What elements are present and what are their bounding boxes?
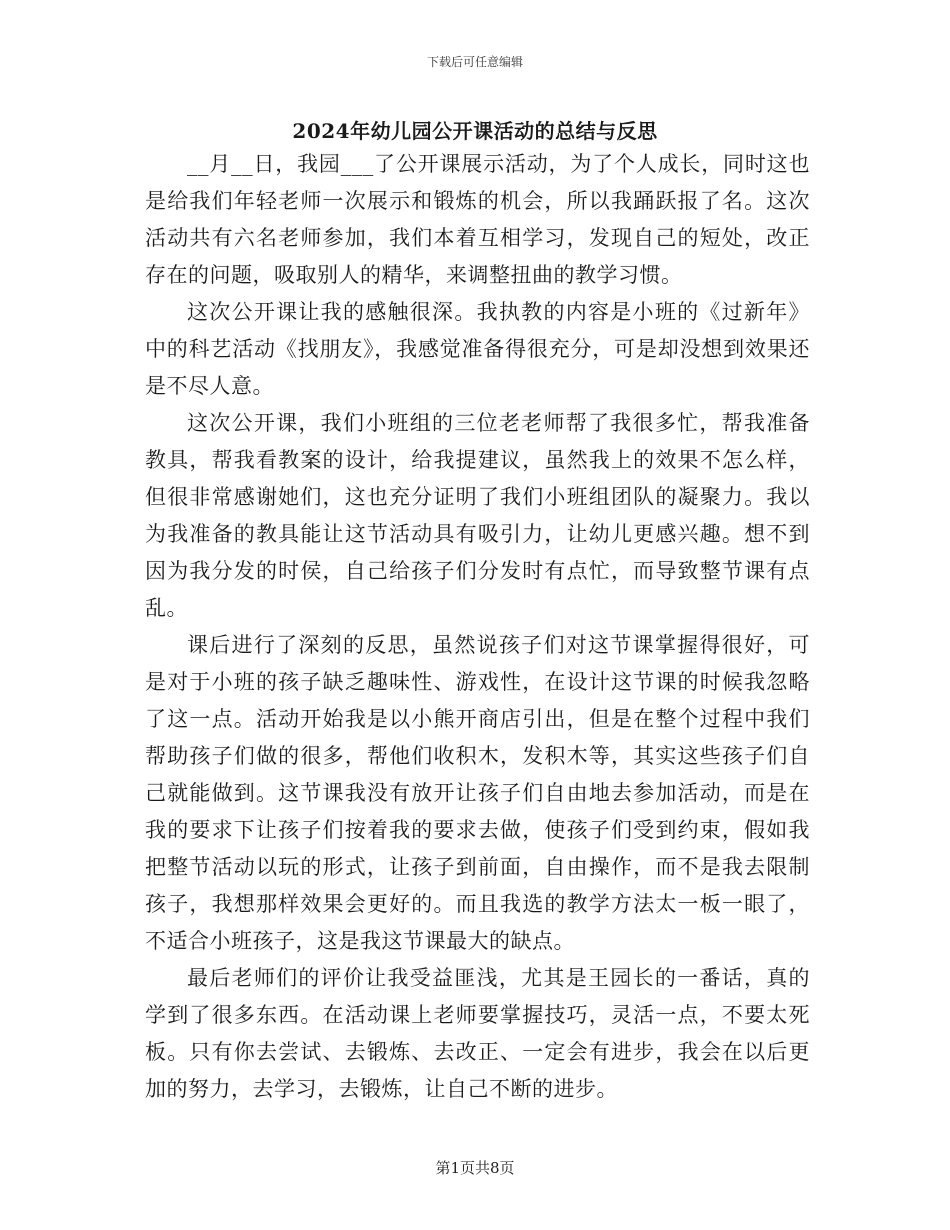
- document-body: [145, 146, 810, 1108]
- paragraph: 最后老师们的评价让我受益匪浅，尤其是王园长的一番话，真的学到了很多东西。在活动课上老师要掌握技巧，灵活一点，不要太死板。只有你去尝试、去锻炼、去改正、一定会有进步，我会在以后更加的努力，去学习，去锻炼，让自己不断的进步。: [145, 966, 810, 1101]
- paragraph: 这次公开课让我的感触很深。我执教的内容是小班的《过新年》中的科艺活动《找朋友》，我感觉准备得很充分，可是却没想到效果还是不尽人意。: [145, 300, 810, 398]
- document-title: 2024年幼儿园公开课活动的总结与反思: [292, 119, 658, 143]
- paragraph: 课后进行了深刻的反思，虽然说孩子们对这节课掌握得很好，可是对于小班的孩子缺乏趣味性、游戏性，在设计这节课的时候我忽略了这一点。活动开始我是以小熊开商店引出，但是在整个过程中我们帮助孩子们做的很多，帮他们收积木，发积木等，其实这些孩子们自己就能做到。这节课我没有放开让孩子们自由地去参加活动，而是在我的要求下让孩子们按着我的要求去做，使孩子们受到约束，假如我把整节活动以玩的形式，让孩子到前面，自由操作，而不是我去限制孩子，我想那样效果会更好的。而且我选的教学方法太一板一眼了，不适合小班孩子，这是我这节课最大的缺点。: [145, 633, 810, 953]
- paragraph: __月__日，我园___了公开课展示活动，为了个人成长，同时这也是给我们年轻老师一次展示和锻炼的机会，所以我踊跃报了名。这次活动共有六名老师参加，我们本着互相学习，发现自己的短处，改正存在的问题，吸取别人的精华，来调整扭曲的教学习惯。: [145, 152, 810, 287]
- paragraph: 这次公开课，我们小班组的三位老老师帮了我很多忙，帮我准备教具，帮我看教案的设计，给我提建议，虽然我上的效果不怎么样，但很非常感谢她们，这也充分证明了我们小班组团队的凝聚力。我以为我准备的教具能让这节活动具有吸引力，让幼儿更感兴趣。想不到因为我分发的时侯，自己给孩子们分发时有点忙，而导致整节课有点乱。: [145, 411, 810, 620]
- page-number: 第1页共8页: [435, 1159, 515, 1177]
- header-note: 下载后可任意编辑: [426, 55, 523, 69]
